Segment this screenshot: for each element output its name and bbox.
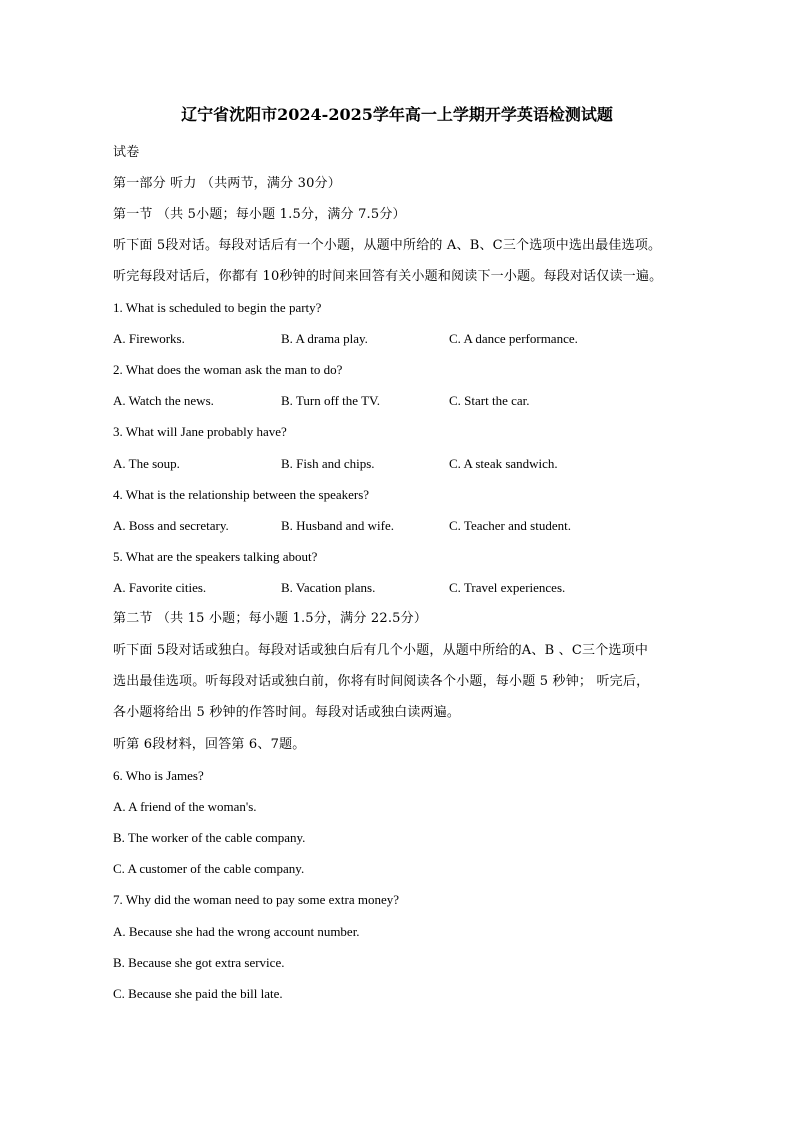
option-a: A. Watch the news.	[113, 393, 214, 408]
question-stem: 2. What does the woman ask the man to do?	[113, 362, 343, 377]
option-b: B. Turn off the TV.	[281, 393, 380, 408]
option-a: A. Favorite cities.	[113, 580, 207, 595]
option-b: B. Vacation plans.	[281, 580, 376, 595]
section1-heading: 第一节 （共 5小题；每小题 1.5分，满分 7.5分）	[113, 207, 406, 222]
section1-instructions-line1: 听下面 5段对话。每段对话后有一个小题，从题中所给的 A、B、C三个选项中选出最佳选项。	[113, 238, 662, 253]
material-6-note: 听第 6段材料，回答第 6、7题。	[113, 737, 306, 752]
question-stem: 4. What is the relationship between the speakers?	[113, 487, 370, 502]
option-a: A. Because she had the wrong account number.	[113, 924, 360, 939]
option-b: B. Husband and wife.	[281, 518, 395, 533]
option-c: C. A steak sandwich.	[449, 456, 558, 471]
option-a: A. A friend of the woman's.	[113, 799, 257, 814]
option-c: C. Start the car.	[449, 393, 530, 408]
question-stem: 5. What are the speakers talking about?	[113, 549, 318, 564]
option-a: A. Boss and secretary.	[113, 518, 229, 533]
option-c: C. A dance performance.	[449, 331, 578, 346]
section2-instructions-line3: 各小题将给出 5 秒钟的作答时间。每段对话或独白读两遍。	[113, 705, 461, 720]
option-b: B. Fish and chips.	[281, 456, 375, 471]
option-c: C. Travel experiences.	[449, 580, 566, 595]
option-c: C. Because she paid the bill late.	[113, 986, 283, 1001]
question-stem: 3. What will Jane probably have?	[113, 424, 287, 439]
page-title: 辽宁省沈阳市2024-2025学年高一上学期开学英语检测试题	[181, 105, 613, 124]
option-a: A. Fireworks.	[113, 331, 185, 346]
section1-instructions-line2: 听完每段对话后，你都有 10秒钟的时间来回答有关小题和阅读下一小题。每段对话仅读一遍。	[113, 269, 663, 284]
section2-instructions-line2: 选出最佳选项。听每段对话或独白前，你将有时间阅读各个小题，每小题 5 秒钟； 听完后，	[113, 674, 650, 689]
question-stem: 7. Why did the woman need to pay some extra money?	[113, 892, 400, 907]
part1-heading: 第一部分 听力 （共两节，满分 30分）	[113, 176, 341, 191]
paper-label: 试卷	[113, 145, 140, 160]
option-c: C. Teacher and student.	[449, 518, 571, 533]
section2-heading: 第二节 （共 15 小题；每小题 1.5分，满分 22.5分）	[113, 611, 428, 626]
question-stem: 6. Who is James?	[113, 768, 204, 783]
option-b: B. Because she got extra service.	[113, 955, 285, 970]
option-a: A. The soup.	[113, 456, 180, 471]
option-c: C. A customer of the cable company.	[113, 861, 305, 876]
section2-instructions-line1: 听下面 5段对话或独白。每段对话或独白后有几个小题，从题中所给的A、B 、C三个选项中	[113, 643, 649, 658]
option-b: B. A drama play.	[281, 331, 368, 346]
question-stem: 1. What is scheduled to begin the party?	[113, 300, 322, 315]
option-b: B. The worker of the cable company.	[113, 830, 306, 845]
